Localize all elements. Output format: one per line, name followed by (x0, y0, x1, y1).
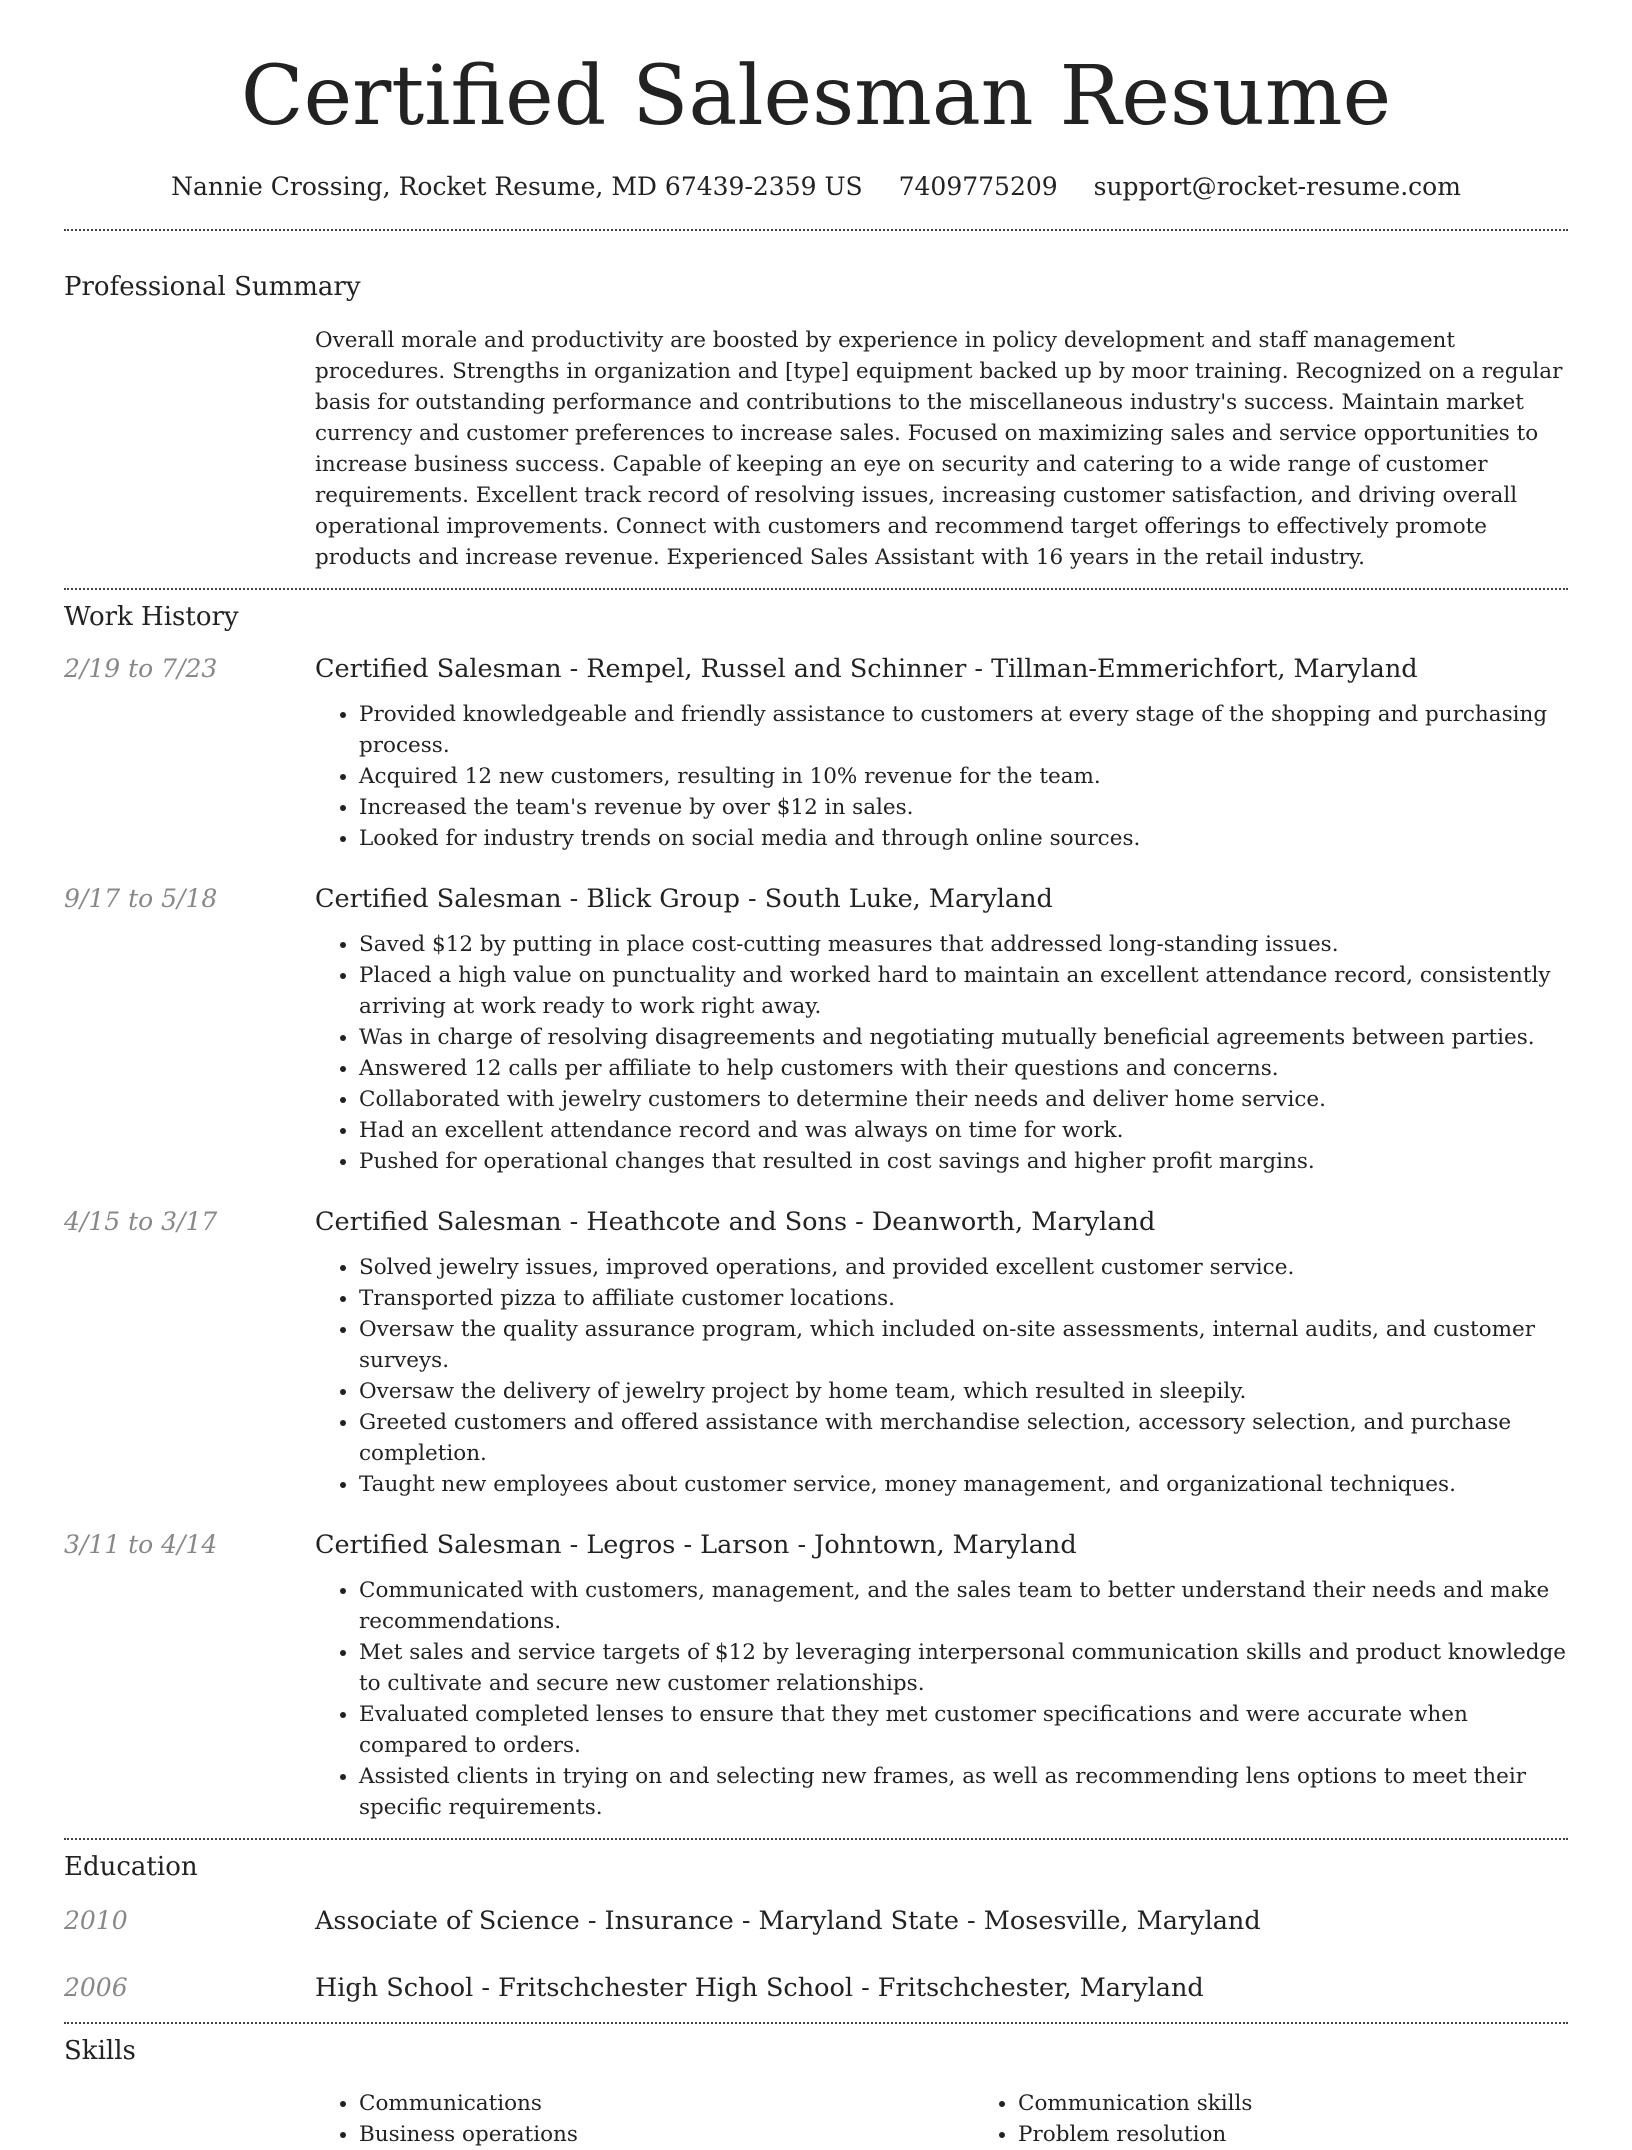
job-body (315, 884, 1568, 1177)
job-bullet: • Solved jewelry issues, improved operations, and provided excellent customer service. (359, 1252, 1568, 1283)
job-bullet: • Oversaw the quality assurance program, which included on-site assessments, internal audits, and customer surveys. (359, 1314, 1568, 1376)
section-title-summary: Professional Summary (64, 272, 361, 303)
job-heading: Certified Salesman - Rempel, Russel and Schinner - Tillman-Emmerichfort, Maryland (315, 654, 1418, 685)
job-bullets (315, 699, 1568, 854)
job-bullet: • Transported pizza to affiliate customer locations. (359, 1283, 1568, 1314)
job-bullet: • Communicated with customers, management, and the sales team to better understand their needs and make recommendations. (359, 1575, 1568, 1637)
skills-list-left (315, 2088, 974, 2150)
job-bullet: • Saved $12 by putting in place cost-cutting measures that addressed long-standing issues. (359, 929, 1568, 960)
job-bullet: • Assisted clients in trying on and selecting new frames, as well as recommending lens options to meet their specific requirements. (359, 1761, 1568, 1823)
education-year: 2010 (64, 1906, 128, 1936)
skills-section (64, 2036, 1568, 2150)
divider (64, 2022, 1568, 2024)
work-section (64, 602, 1568, 1823)
job-bullet: • Was in charge of resolving disagreements and negotiating mutually beneficial agreements between parties. (359, 1022, 1568, 1053)
summary-section (64, 272, 1568, 573)
job-entry (64, 1530, 1568, 1823)
education-body (315, 1973, 1568, 2004)
job-dates: 4/15 to 3/17 (64, 1207, 218, 1237)
contact-line (64, 172, 1568, 201)
job-bullets (315, 1252, 1568, 1500)
skills-grid (315, 2088, 1632, 2150)
job-heading: Certified Salesman - Blick Group - South Luke, Maryland (315, 884, 1053, 915)
contact-email: support@rocket-resume.com (1093, 172, 1461, 202)
job-bullet: • Placed a high value on punctuality and worked hard to maintain an excellent attendance record, consistently arriving at work ready to work right away. (359, 960, 1568, 1022)
job-body (315, 654, 1568, 854)
skill-item: • Problem resolution (1018, 2119, 1632, 2150)
resume-header (64, 0, 1568, 201)
resume-title: Certified Salesman Resume (240, 49, 1392, 144)
job-bullet: • Greeted customers and offered assistance with merchandise selection, accessory selection, and purchase completion. (359, 1407, 1568, 1469)
job-bullet: • Answered 12 calls per affiliate to help customers with their questions and concerns. (359, 1053, 1568, 1084)
job-bullet: • Looked for industry trends on social media and through online sources. (359, 823, 1568, 854)
skill-item: • Communication skills (1018, 2088, 1632, 2119)
job-heading: Certified Salesman - Legros - Larson - Johntown, Maryland (315, 1530, 1077, 1561)
job-bullet: • Pushed for operational changes that resulted in cost savings and higher profit margins. (359, 1146, 1568, 1177)
skills-list-right (974, 2088, 1632, 2150)
education-entry (64, 1906, 1568, 1937)
job-heading: Certified Salesman - Heathcote and Sons - Deanworth, Maryland (315, 1207, 1156, 1238)
job-body (315, 1530, 1568, 1823)
job-bullet: • Oversaw the delivery of jewelry project by home team, which resulted in sleepily. (359, 1376, 1568, 1407)
education-section (64, 1852, 1568, 2004)
job-bullet: • Evaluated completed lenses to ensure that they met customer specifications and were accurate when compared to orders. (359, 1699, 1568, 1761)
job-entry (64, 884, 1568, 1177)
skills-spacer (64, 2088, 315, 2150)
skills-row (64, 2088, 1568, 2150)
job-bullet: • Collaborated with jewelry customers to determine their needs and deliver home service. (359, 1084, 1568, 1115)
summary-text: Overall morale and productivity are boosted by experience in policy development and staff management procedures. Strengths in organization and [type] equipment backed up by moor training. Recognized on a regular basis for outstanding performance and contributions to the miscellaneous industry's success. Maintain market currency and customer preferences to increase sales. Focused on maximizing sales and service opportunities to increase business success. Capable of keeping an eye on security and catering to a wide range of customer requirements. Excellent track record of resolving issues, increasing customer satisfaction, and driving overall operational improvements. Connect with customers and recommend target offerings to effectively promote products and increase revenue. Experienced Sales Assistant with 16 years in the retail industry. (315, 328, 1563, 571)
divider (64, 229, 1568, 231)
divider (64, 588, 1568, 590)
section-title-education: Education (64, 1852, 198, 1883)
job-bullets (315, 929, 1568, 1177)
job-bullets (315, 1575, 1568, 1823)
divider (64, 1838, 1568, 1840)
job-dates: 9/17 to 5/18 (64, 884, 218, 914)
summary-spacer (64, 325, 315, 573)
education-body (315, 1906, 1568, 1937)
summary-row (64, 325, 1568, 573)
skill-item: • Business operations (359, 2119, 974, 2150)
section-title-work: Work History (64, 602, 239, 633)
job-dates: 2/19 to 7/23 (64, 654, 218, 684)
education-degree: High School - Fritschchester High School - Fritschchester, Maryland (315, 1973, 1204, 2004)
job-bullet: • Increased the team's revenue by over $12 in sales. (359, 792, 1568, 823)
contact-address: Nannie Crossing, Rocket Resume, MD 67439-2359 US (171, 172, 863, 202)
summary-body (315, 325, 1568, 573)
job-bullet: • Taught new employees about customer service, money management, and organizational techniques. (359, 1469, 1568, 1500)
job-bullet: • Acquired 12 new customers, resulting in 10% revenue for the team. (359, 761, 1568, 792)
job-dates: 3/11 to 4/14 (64, 1530, 218, 1560)
education-year: 2006 (64, 1973, 128, 2003)
job-bullet: • Met sales and service targets of $12 by leveraging interpersonal communication skills and product knowledge to cultivate and secure new customer relationships. (359, 1637, 1568, 1699)
job-entry (64, 1207, 1568, 1500)
job-entry (64, 654, 1568, 854)
job-bullet: • Provided knowledgeable and friendly assistance to customers at every stage of the shopping and purchasing process. (359, 699, 1568, 761)
job-body (315, 1207, 1568, 1500)
education-entry (64, 1973, 1568, 2004)
section-title-skills: Skills (64, 2036, 136, 2067)
job-bullet: • Had an excellent attendance record and was always on time for work. (359, 1115, 1568, 1146)
contact-phone: 7409775209 (898, 172, 1058, 202)
skill-item: • Communications (359, 2088, 974, 2119)
education-degree: Associate of Science - Insurance - Maryland State - Mosesville, Maryland (315, 1906, 1261, 1937)
